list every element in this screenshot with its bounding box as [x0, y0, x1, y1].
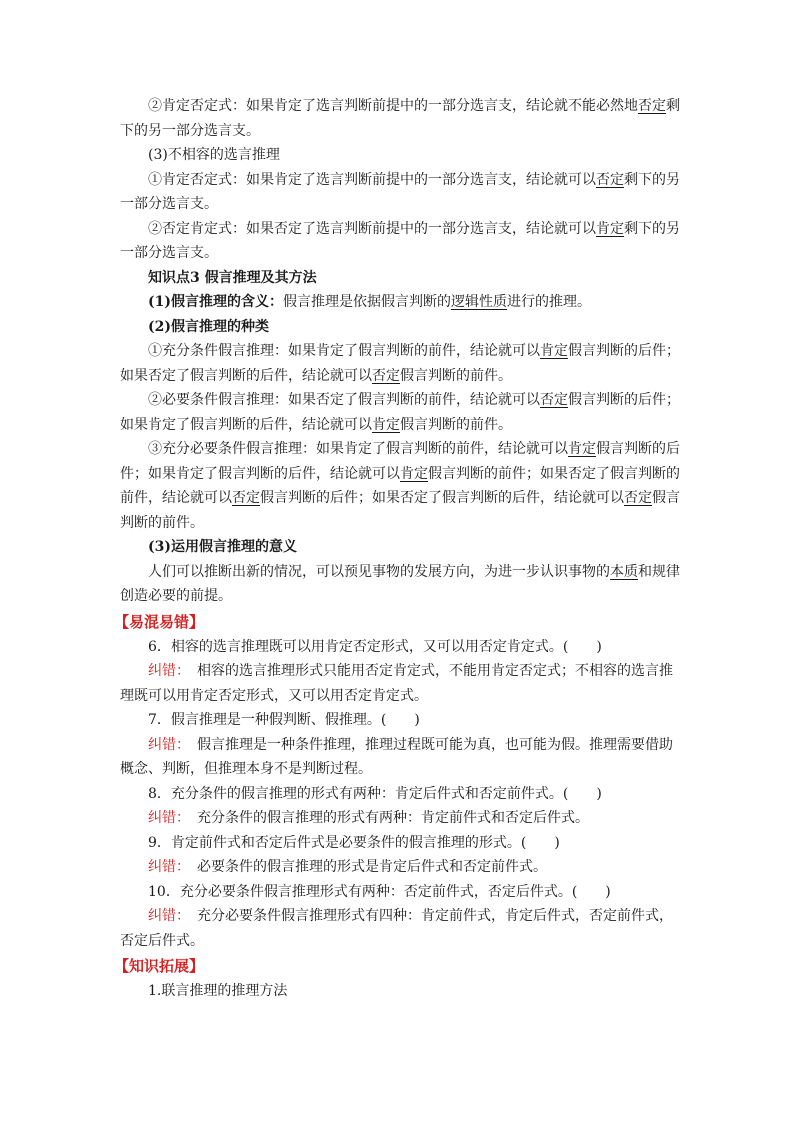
question-7: 7．假言推理是一种假判断、假推理。( ): [148, 712, 420, 728]
knowledge-point-3-title: 知识点3 假言推理及其方法: [148, 269, 317, 286]
correction-6: 纠错： 相容的选言推理形式只能用否定肯定式，不能用肯定否定式；不相容的选言推理既可以用肯定否定形式，又可以用否定肯定式。: [120, 663, 673, 704]
question-9: 9．肯定前件式和否定后件式是必要条件的假言推理的形式。( ): [148, 834, 560, 851]
section-heading-confusion: 【易混易错】: [114, 612, 205, 631]
sufficient-condition-paragraph: ①充分条件假言推理：如果肯定了假言判断的前件，结论就可以肯定假言判断的后件；如果否定了假言判断的后件，结论就可以否定假言判断的前件。: [120, 343, 680, 384]
necessary-condition-paragraph: ②必要条件假言推理：如果否定了假言判断的前件，结论就可以否定假言判断的后件；如果肯定了假言判断的后件，结论就可以肯定假言判断的前件。: [120, 392, 680, 433]
correction-label: 纠错：: [148, 663, 183, 679]
question-10: 10．充分必要条件假言推理形式有两种：否定前件式，否定后件式。( ): [148, 883, 611, 900]
underlined-term: 否定: [624, 490, 652, 506]
underlined-term: 本质: [610, 563, 638, 580]
document-content: [114, 94, 680, 1004]
sufficient-necessary-paragraph: ③充分必要条件假言推理：如果肯定了假言判断的前件，结论就可以肯定假言判断的后件；如果肯定了假言判断的后件，结论就可以肯定假言判断的前件；如果否定了假言判断的前件，结论就可以否定假言判断的后件；如果否定了假言判断的后件，结论就可以否定假言判断的前件。: [120, 441, 680, 531]
correction-label: 纠错：: [148, 736, 183, 753]
hypothetical-definition: (1)假言推理的含义：假言推理是依据假言判断的逻辑性质进行的推理。: [148, 294, 591, 310]
underlined-term: 否定: [372, 367, 400, 384]
correction-8: 纠错： 充分条件的假言推理的形式有两种：肯定前件式和否定后件式。: [148, 810, 589, 826]
underlined-term: 肯定: [540, 343, 568, 359]
underlined-term: 肯定: [596, 220, 624, 237]
underlined-term: 否定: [596, 171, 624, 188]
underlined-term: 否定: [638, 98, 666, 114]
paragraph-affirm-deny-incompatible: ①肯定否定式：如果肯定了选言判断前提中的一部分选言支，结论就可以否定剩下的另一部分选言支。: [120, 171, 680, 212]
underlined-term: 逻辑性质: [451, 294, 507, 310]
paragraph-affirm-deny-compatible: ②肯定否定式：如果肯定了选言判断前提中的一部分选言支，结论就不能必然地否定剩下的另一部分选言支。: [120, 98, 680, 139]
underlined-term: 否定: [232, 490, 260, 506]
paragraph-deny-affirm-incompatible: ②否定肯定式：如果否定了选言判断前提中的一部分选言支，结论就可以肯定剩下的另一部分选言支。: [120, 220, 680, 261]
expand-item-1: 1.联言推理的推理方法: [148, 983, 288, 999]
correction-label: 纠错：: [148, 810, 183, 826]
question-8: 8．充分条件的假言推理的形式有两种：肯定后件式和否定前件式。( ): [148, 785, 602, 802]
correction-7: 纠错： 假言推理是一种条件推理，推理过程既可能为真，也可能为假。推理需要借助概念、判断，但推理本身不是判断过程。: [120, 736, 673, 777]
hypothetical-types-heading: (2)假言推理的种类: [148, 318, 269, 335]
hypothetical-significance-text: 人们可以推断出新的情况，可以预见事物的发展方向，为进一步认识事物的本质和规律创造必要的前提。: [120, 563, 680, 604]
hypothetical-significance-heading: (3)运用假言推理的意义: [148, 539, 297, 555]
correction-label: 纠错：: [148, 908, 183, 924]
correction-10: 纠错： 充分必要条件假言推理形式有四种：肯定前件式，肯定后件式，否定前件式，否定后件式。: [120, 908, 673, 949]
correction-9: 纠错： 必要条件的假言推理的形式是肯定后件式和否定前件式。: [148, 859, 547, 875]
section-heading-expand: 【知识拓展】: [114, 957, 205, 975]
underlined-term: 否定: [540, 392, 568, 408]
underlined-term: 肯定: [568, 441, 596, 457]
underlined-term: 肯定: [372, 416, 400, 433]
underlined-term: 肯定: [400, 465, 428, 482]
question-6: 6．相容的选言推理既可以用肯定否定形式，又可以用否定肯定式。( ): [148, 638, 602, 655]
correction-label: 纠错：: [148, 859, 183, 875]
subheading-incompatible-disjunctive: (3)不相容的选言推理: [148, 147, 280, 163]
